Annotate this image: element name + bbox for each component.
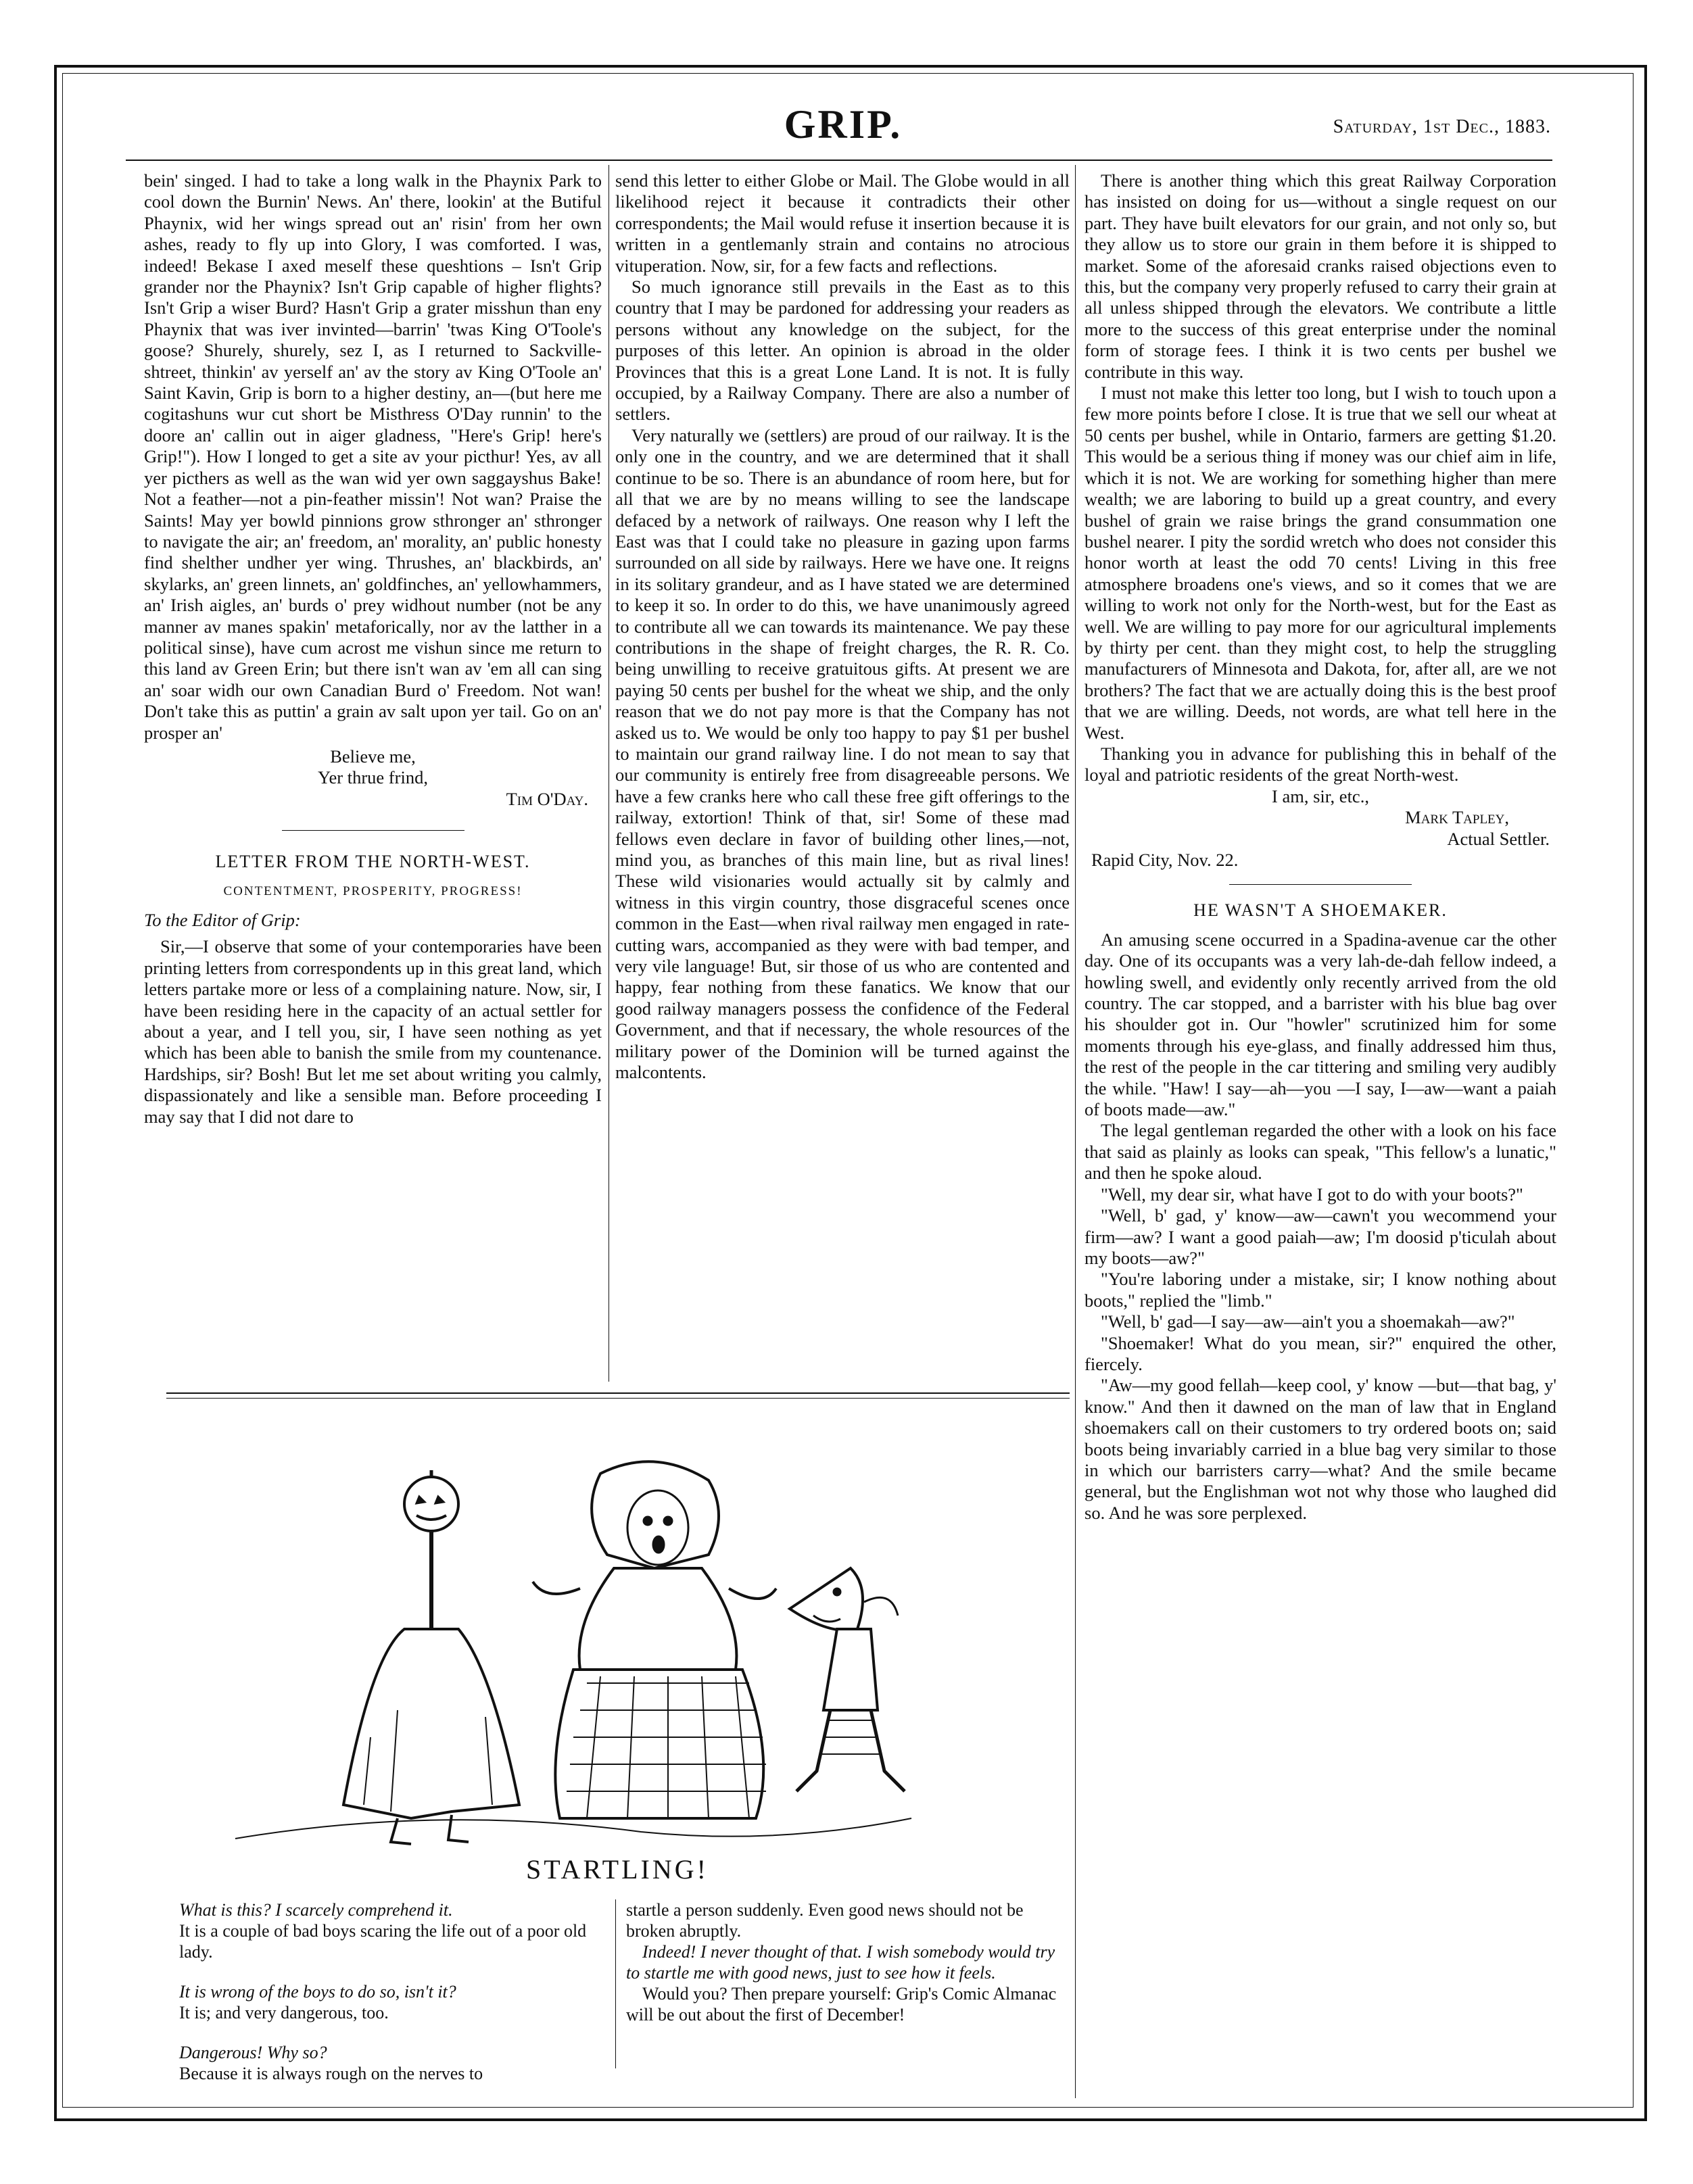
column-2 xyxy=(615,170,1070,1083)
header xyxy=(135,101,1551,155)
ghost-sheet xyxy=(343,1629,519,1818)
cartoon-illustration xyxy=(168,1453,1067,1852)
story-p7: "Shoemaker! What do you mean, sir?" enquired the other, fiercely. xyxy=(1084,1332,1556,1374)
place-date: Rapid City, Nov. 22. xyxy=(1091,850,1239,870)
caption-rule xyxy=(615,1899,616,2068)
northwest-letter-p3: Very naturally we (settlers) are proud of our railway. It is the only one in the country, and we are determined that it shall continue to be so. There is an abundance of room here, but for all that we are by no means willing to see the landscape defaced by a network of railways. One reason why I left the East was that I could take no pleasure in gazing upon farms surrounded on all side by railways. Here we have one. It reigns in its solitary grandeur, and as I have stated we are determined to keep it so. In order to do this, we have unanimously agreed to contribute all we can towards its maintenance. We pay these contributions in the shape of freight charges, the R. R. Co. being unwilling to receive gratuitous gifts. At present we are paying 50 cents per bushel for the wheat we ship, and the only reason that we do not pay more is that the Company has not asked us to. We would be only too happy to pay $1 per bushel to maintain our grand railway line. I do not mean to say that our community is entirely free from disagreeable persons. We have a few cranks here who call these free gift offerings to the railway, extortion! Think of that, sir! Some of these mad fellows even declare in favor of building other lines,—not, mind you, as branches of this main line, but as rival lines! These wild visionaries would actually sit by calmly and witness in this virgin country, those disgraceful scenes once common in the East—when rival railway men engaged in rate-cutting wars, accompanied as they were with bad temper, and very vile language! But, sir those of us who are contented and happy, fear nothing from these fanatics. We know that our good railway managers possess the confidence of the Federal Government, and that if necessary, the whole resources of the military power of the Dominion will be turned against the malcontents. xyxy=(615,424,1070,1083)
signature-tapley: Mark Tapley, xyxy=(1405,807,1509,828)
column-1 xyxy=(144,170,602,1127)
caption-q2: It is wrong of the boys to do so, isn't it? xyxy=(179,1982,456,2001)
issue-date: Saturday, 1st Dec., 1883. xyxy=(1333,116,1551,137)
ground-lines xyxy=(235,1818,911,1839)
column-3 xyxy=(1084,170,1556,1524)
story-p1: An amusing scene occurred in a Spadina-avenue car the other day. One of its occupants was a very lah-de-dah fellow indeed, a howling swell, and evidently only recently arrived from the old country. The car stopped, and a barrister with his blue bag over his shoulder got in. Our "howler" scrutinized him for some moments through his eye-glass, and finally addressed him thus, the rest of the people in the car tittering and smiling very audibly the while. "Haw! I say—ah—you —I say, I—aw—want a paiah of boots made—aw." xyxy=(1084,929,1556,1120)
cartoon-rule-top xyxy=(166,1392,1070,1394)
pumpkin-head-icon xyxy=(404,1470,458,1531)
section-rule-2 xyxy=(1229,884,1412,885)
boy-with-mask-figure xyxy=(790,1568,905,1791)
northwest-letter-p4: There is another thing which this great Railway Corporation has insisted on doing for us—without a single request on our part. They have built elevators for our grain, and not only so, but they allow us to store our grain in them before it is shipped to market. Some of the aforesaid cranks raised objections even to this, but the company very properly refused to carry their grain at all unless shipped through the elevators. We contribute a little more to the success of this great enterprise under the nominal form of storage fees. I think it is two cents per bushel we contribute in this way. xyxy=(1084,170,1556,382)
story-p3: "Well, my dear sir, what have I got to do with your boots?" xyxy=(1101,1184,1523,1205)
salutation: To the Editor of Grip: xyxy=(144,910,301,930)
caption-a4: Would you? Then prepare yourself: Grip's Comic Almanac will be out about the first of December! xyxy=(626,1984,1057,2024)
northwest-letter-p2: So much ignorance still prevails in the East as to this country that I may be pardoned for addressing your readers as persons without any knowledge on the subject, for the purposes of this letter. An opinion is abroad in the older Provinces that this is a great Lone Land. It is not. It is fully occupied, by a Railway Company. There are also a number of settlers. xyxy=(615,276,1070,424)
cartoon-rule-top-2 xyxy=(166,1398,1070,1399)
caption-q3: Dangerous! Why so? xyxy=(179,2043,327,2062)
northwest-letter-opening: Sir,—I observe that some of your contemporaries have been printing letters from correspondents up in this great land, which letters partake more or less of a complaining nature. Now, sir, I have been residing here in the capacity of an actual settler for about a year, and I tell you, sir, I have seen nothing as yet which has been able to banish the smile from my countenance. Hardships, sir? Bosh! But let me set about writing you calmly, dispassionately and like a sensible man. Before proceeding I may say that I did not dare to xyxy=(144,936,602,1127)
closing-line-2: Yer thrue frind, xyxy=(318,767,428,788)
cartoon-title: STARTLING! xyxy=(526,1854,709,1885)
caption-a1: It is a couple of bad boys scaring the life out of a poor old lady. xyxy=(179,1921,587,1962)
caption-a3-continued: startle a person suddenly. Even good news should not be broken abruptly. xyxy=(626,1900,1024,1941)
cartoon-caption-right xyxy=(626,1899,1066,2025)
letter-title: LETTER FROM THE NORTH-WEST. xyxy=(215,852,531,872)
signature-title: Actual Settler. xyxy=(1447,828,1550,849)
story-p6: "Well, b' gad—I say—aw—ain't you a shoemakah—aw?" xyxy=(1101,1311,1515,1332)
section-rule xyxy=(282,830,464,831)
story-title: HE WASN'T A SHOEMAKER. xyxy=(1193,900,1448,921)
story-p8: "Aw—my good fellah—keep cool, y' know —but—that bag, y' know." And then it dawned on the man of law that in England shoemakers call on their customers to try ordered boots on; said boots being invariably carried in a blue bag very similar to those in which our barristers carry—what? And the smile became general, but the Englishman wot not why those who laughed did so. And he was sore perplexed. xyxy=(1084,1375,1556,1523)
northwest-letter-p5: I must not make this letter too long, but I wish to touch upon a few more points before I close. It is true that we sell our wheat at 50 cents per bushel, while in Ontario, farmers are getting $1.20. This would be a serious thing if money was our chief aim in life, which it is not. We are working for something higher than mere wealth; we are laboring to build up a great country, and every bushel of grain we raise brings the grand consummation one bushel nearer. I pity the sordid wretch who does not consider this honor worth at least the odd 70 cents! Living in this free atmosphere broadens one's views, and so it comes that we are willing to work not only for the North-west, but for the East as well. We are willing to pay more for our agricultural implements by thirty per cent. than they might cost, to help the struggling manufacturers of Minnesota and Dakota, for, after all, are we not brothers? The fact that we are actually doing this is the best proof that we are willing. Deeds, not words, are what tell here in the West. xyxy=(1084,383,1556,743)
caption-q4: Indeed! I never thought of that. I wish somebody would try to startle me with good news, just to see how it feels. xyxy=(626,1942,1055,1983)
caption-q1: What is this? I scarcely comprehend it. xyxy=(179,1900,453,1920)
old-lady-figure xyxy=(533,1461,776,1818)
cartoon-caption-left xyxy=(179,1899,612,2084)
northwest-letter-p1: send this letter to either Globe or Mail. The Globe would in all likelihood reject it because it contradicts their other correspondents; the Mail would refuse it insertion because it is written in a gentlemanly strain and contains no atrocious vituperation. Now, sir, for a few facts and reflections. xyxy=(615,170,1070,276)
northwest-letter-p6: Thanking you in advance for publishing this in behalf of the loyal and patriotic residents of the great North-west. xyxy=(1084,743,1556,785)
masthead: GRIP. xyxy=(784,102,903,147)
oday-letter-text: bein' singed. I had to take a long walk in the Phaynix Park to cool down the Burnin' News. An' there, lookin' at the Butiful Phaynix, wid her wings spread out an' risin' from her own ashes, ready to fly up into Glory, I was comforted. I was, indeed! Bekase I axed meself these queshtions – Isn't Grip grander nor the Phaynix? Isn't Grip capable of higher flights? Isn't Grip a wiser Burd? Hasn't Grip a grater misshun than eny Phaynix that was iver invinted—barrin' 'twas King O'Toole's goose? Shurely, shurely, sez I, as I returned to Sackville-shtreet, thinkin' av yerself an' av the story av King O'Toole an' Saint Kavin, Grip is born to a higher destiny, an—(but here me cogitashuns wur cut short be Misthress O'Day runnin' to the doore an' callin out in aiger gladness, "Here's Grip! here's Grip!"). How I longed to get a site av your picthur! Yes, av all yer picthers as well as the wan wid yer own saggayshus Bake! Not a feather—not a pin-feather missin'! Not wan? Praise the Saints! May yer bowld pinnions grow sthronger an' sthronger to navigate the air; an' freedom, an' morality, an' public honesty find shelther undher yer wing. Thrushes, an' blackbirds, an' skylarks, an' green linnets, an' goldfinches, an' yellowhammers, an' Irish aigles, an' burds o' prey widhout number (not be any manner av manes spakin' metaforically, nor av the latther in a political sinse), have cum acrost me vishun since me return to this land av Green Erin; but there isn't wan av 'em all can sing an' soar widh our own Canadian Burd o' Freedom. Not wan! Don't take this as puttin' a grain av salt upon yer tail. Go on an' prosper an' xyxy=(144,170,602,743)
letter-subtitle: CONTENTMENT, PROSPERITY, PROGRESS! xyxy=(223,883,523,898)
closing-line-1: Believe me, xyxy=(330,746,416,767)
column-rule-2 xyxy=(1075,165,1076,2098)
caption-a3: Because it is always rough on the nerves to xyxy=(179,2064,483,2083)
story-p2: The legal gentleman regarded the other with a look on his face that said as plainly as looks can speak, "This fellow's a lunatic," and then he spoke aloud. xyxy=(1084,1120,1556,1184)
header-rule xyxy=(126,160,1552,161)
signature-oday: Tim O'Day. xyxy=(506,788,588,809)
closing-formula: I am, sir, etc., xyxy=(1272,785,1369,806)
caption-a2: It is; and very dangerous, too. xyxy=(179,2003,389,2022)
story-p4: "Well, b' gad, y' know—aw—cawn't you wecommend your firm—aw? I want a good paiah—aw; I'm doosid p'ticulah about my boots—aw?" xyxy=(1084,1205,1556,1268)
story-p5: "You're laboring under a mistake, sir; I know nothing about boots," replied the "limb." xyxy=(1084,1269,1556,1311)
